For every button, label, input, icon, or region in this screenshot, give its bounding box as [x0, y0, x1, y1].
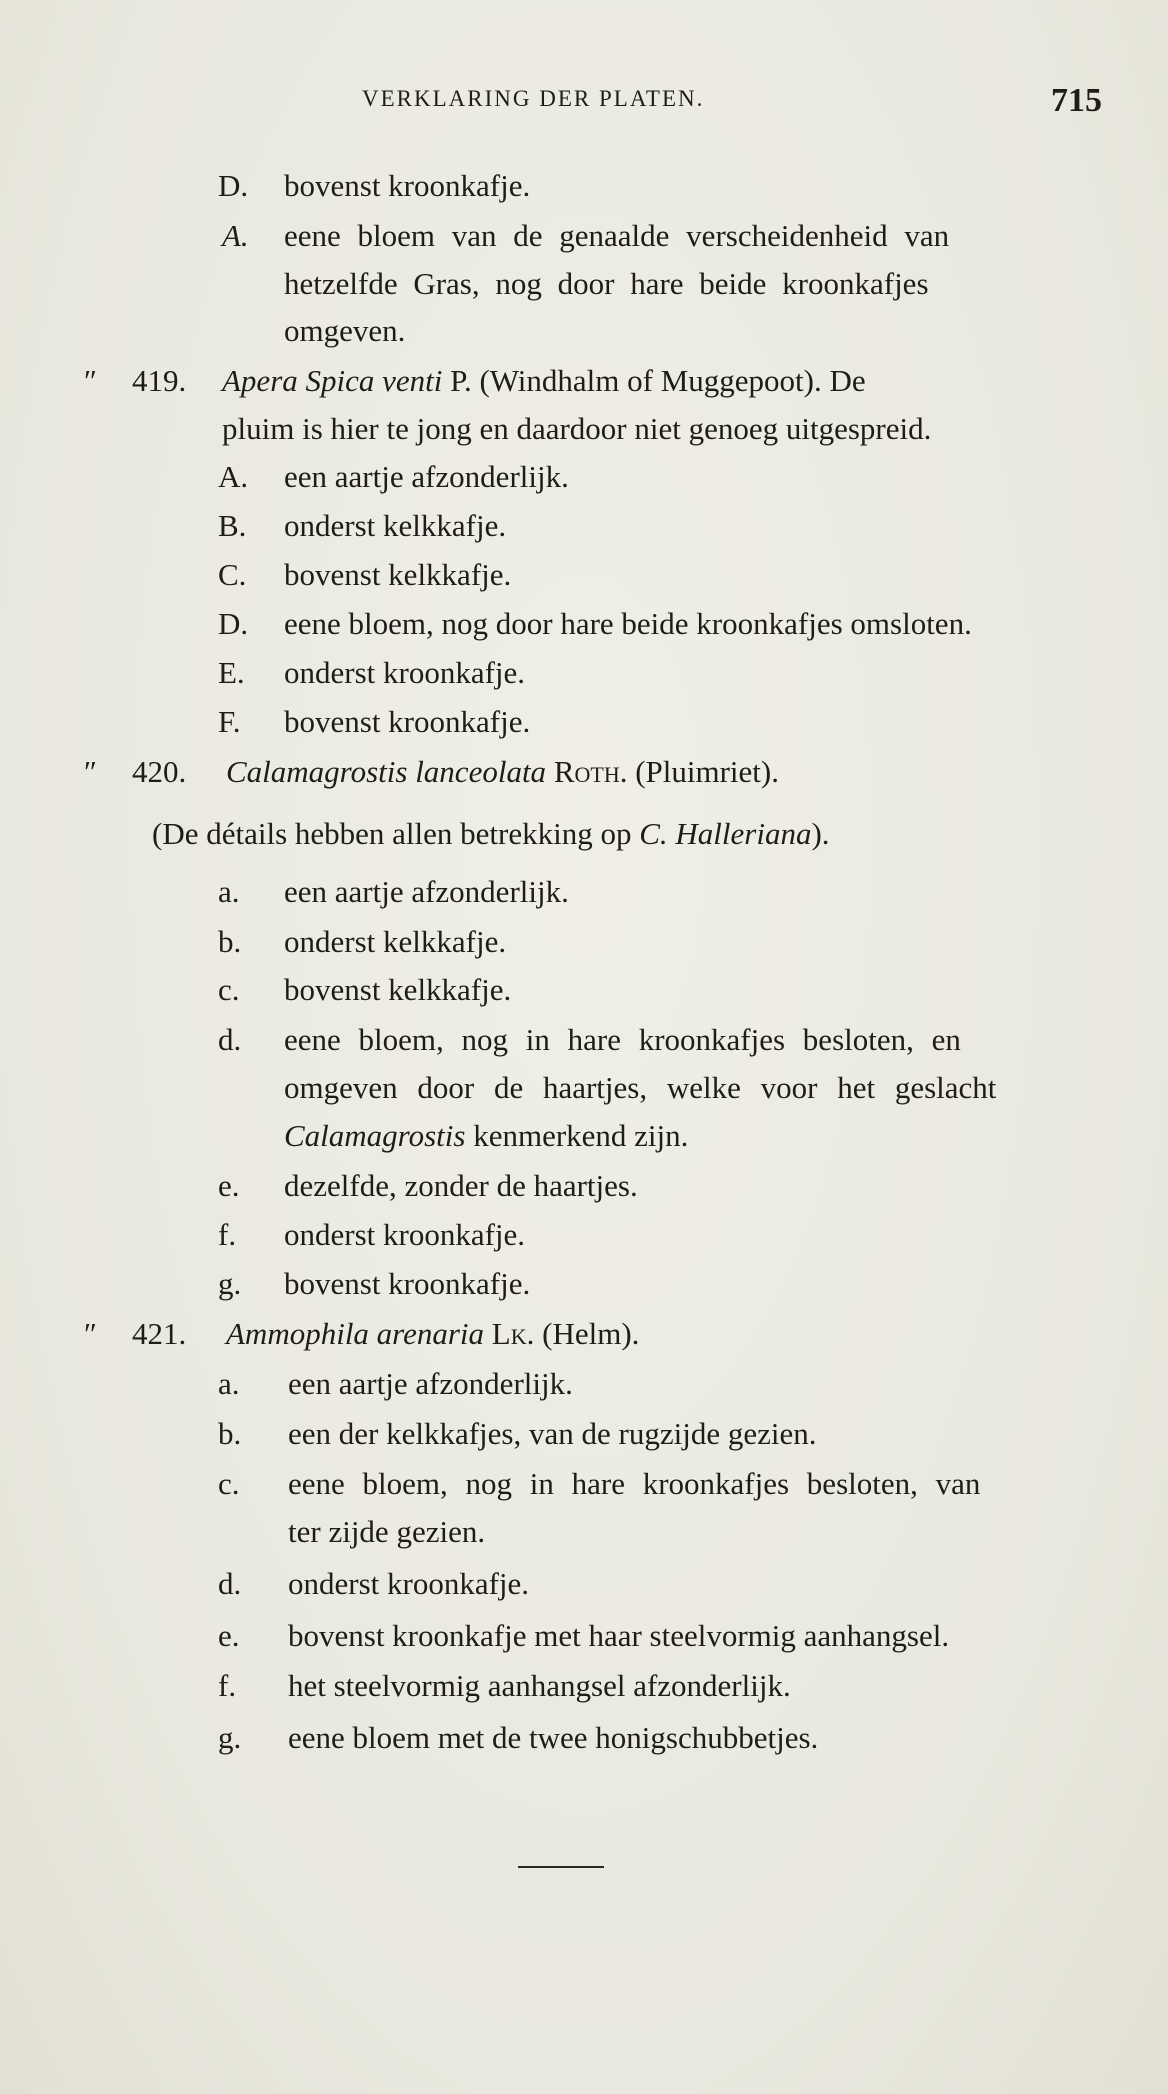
item-label: B.: [218, 508, 247, 543]
list-item-text: onderst kroonkafje.: [284, 1217, 526, 1252]
item-label: e.: [218, 1168, 240, 1203]
item-label: e.: [218, 1618, 240, 1653]
item-label: a.: [218, 1366, 240, 1401]
list-item-text: bovenst kroonkafje.: [284, 168, 531, 203]
list-item-text: onderst kelkkafje.: [284, 924, 507, 959]
item-label: C.: [218, 557, 247, 592]
item-label: b.: [218, 924, 242, 959]
list-item-text: een aartje afzonderlijk.: [284, 874, 569, 909]
list-item-text: hetzelfde Gras, nog door hare beide kroonkafjes: [284, 266, 929, 301]
genus-name: Calamagrostis: [284, 1118, 466, 1153]
entry-note: [152, 810, 830, 858]
entry-description: pluim is hier te jong en daardoor niet genoeg uitgespreid.: [222, 411, 932, 446]
list-item-text: eene bloem met de twee honigschubbetjes.: [288, 1720, 819, 1755]
item-label: A.: [218, 459, 249, 494]
item-label: D.: [218, 168, 249, 203]
item-text-rest: kenmerkend zijn.: [465, 1118, 689, 1153]
list-item-text: een aartje afzonderlijk.: [284, 459, 569, 494]
item-label: c.: [218, 1466, 240, 1501]
species-name: Calamagrostis lanceolata: [226, 754, 547, 789]
list-item: [218, 162, 248, 210]
item-label: d.: [218, 1566, 242, 1601]
list-item-text: eene bloem van de genaalde verscheidenheid van: [284, 218, 950, 253]
item-label: b.: [218, 1416, 242, 1451]
entry-number: 420.: [132, 754, 187, 789]
list-item-text: bovenst kroonkafje.: [284, 1266, 531, 1301]
species-name: Ammophila arenaria: [226, 1316, 485, 1351]
item-label: f.: [218, 1668, 237, 1703]
list-item-text: een der kelkkafjes, van de rugzijde gezien.: [288, 1416, 817, 1451]
entry-number: 421.: [132, 1316, 187, 1351]
list-item-text: bovenst kelkkafje.: [284, 972, 512, 1007]
list-item-text: [284, 1112, 688, 1160]
entry-title-rest: P. (Windhalm of Muggepoot). De: [442, 363, 866, 398]
note-text: (De détails hebben allen betrekking op: [152, 816, 640, 851]
entry-number: 419.: [132, 363, 187, 398]
entry-title: [226, 1310, 639, 1358]
item-label: d.: [218, 1022, 242, 1057]
species-name: Apera Spica venti: [222, 363, 443, 398]
list-item-text: eene bloem, nog in hare kroonkafjes besloten, en: [284, 1022, 961, 1057]
list-item-text: eene bloem, nog door hare beide kroonkafjes omsloten.: [284, 606, 972, 641]
list-item-text: ter zijde gezien.: [288, 1514, 486, 1549]
list-item-text: omgeven door de haartjes, welke voor het geslacht: [284, 1070, 997, 1105]
item-label: E.: [218, 655, 245, 690]
item-label: a.: [218, 874, 240, 909]
list-item-text: bovenst kroonkafje.: [284, 704, 531, 739]
author-name: Lk.: [491, 1316, 535, 1351]
list-item-text: het steelvormig aanhangsel afzonderlijk.: [288, 1668, 791, 1703]
entry-mark: ″: [84, 754, 97, 789]
entry-title-rest: (Helm).: [534, 1316, 640, 1351]
list-item-text: onderst kroonkafje.: [284, 655, 526, 690]
entry-title-rest: (Pluimriet).: [627, 754, 779, 789]
closing-rule: [518, 1866, 604, 1868]
page-header: [0, 82, 1168, 122]
note-text: ).: [811, 816, 830, 851]
entry-mark: ″: [84, 363, 97, 398]
list-item-text: een aartje afzonderlijk.: [288, 1366, 573, 1401]
item-label: g.: [218, 1266, 242, 1301]
page-number: 715: [1051, 82, 1102, 119]
running-title: VERKLARING DER PLATEN.: [362, 86, 705, 111]
entry-title: [226, 748, 779, 796]
list-item-text: onderst kelkkafje.: [284, 508, 507, 543]
item-label: F.: [218, 704, 241, 739]
list-item-text: omgeven.: [284, 313, 406, 348]
list-item-text: onderst kroonkafje.: [288, 1566, 530, 1601]
list-item-text: eene bloem, nog in hare kroonkafjes besloten, van: [288, 1466, 981, 1501]
item-label: D.: [218, 606, 249, 641]
item-label: A.: [222, 218, 249, 253]
item-label: c.: [218, 972, 240, 1007]
entry-title: [222, 357, 866, 405]
list-item-text: dezelfde, zonder de haartjes.: [284, 1168, 638, 1203]
author-name: Roth.: [553, 754, 628, 789]
entry-mark: ″: [84, 1316, 97, 1351]
list-item-text: bovenst kroonkafje met haar steelvormig aanhangsel.: [288, 1618, 950, 1653]
species-name: C. Halleriana: [639, 816, 812, 851]
item-label: g.: [218, 1720, 242, 1755]
list-item-text: bovenst kelkkafje.: [284, 557, 512, 592]
item-label: f.: [218, 1217, 237, 1252]
